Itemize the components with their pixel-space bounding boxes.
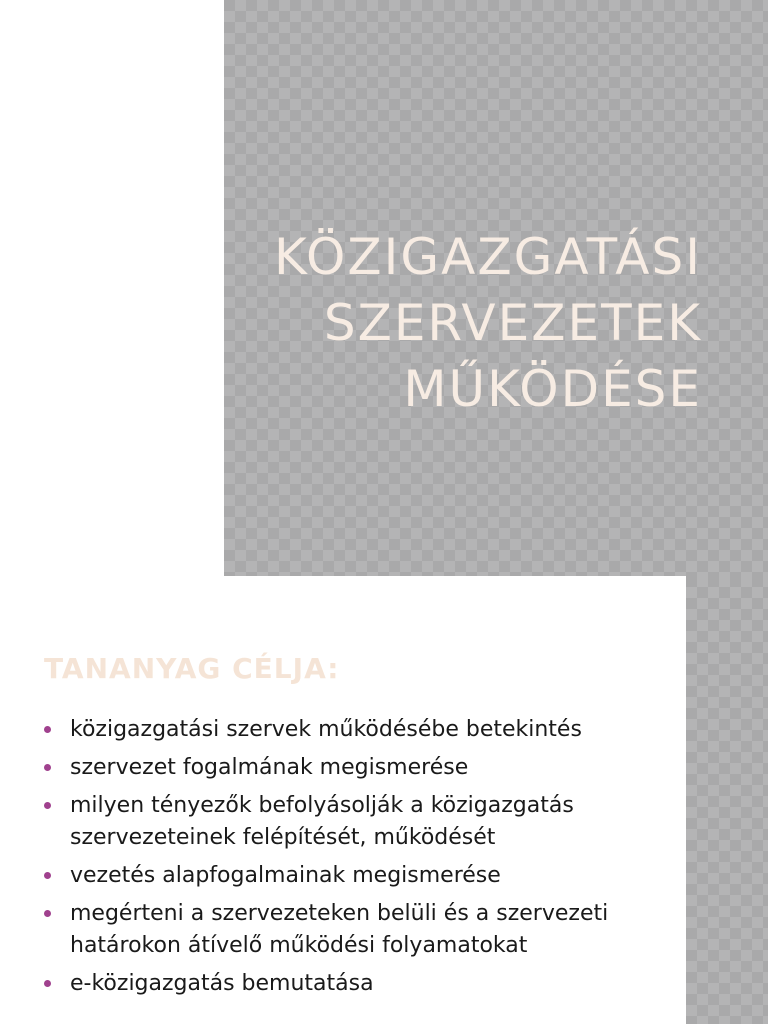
list-item-text: megérteni a szervezeteken belüli és a szervezeti határokon átívelő működési folyamatokat — [70, 901, 609, 958]
list-item-text: vezetés alapfogalmainak megismerése — [70, 863, 501, 888]
list-item — [40, 714, 680, 746]
title-line: SZERVEZETEK — [323, 294, 702, 352]
list-item — [40, 752, 680, 784]
bullet-icon — [44, 726, 51, 733]
background-pattern-right — [686, 576, 768, 1024]
list-item-text: milyen tényezők befolyásolják a közigazgatás szervezeteinek felépítését, működését — [70, 793, 574, 850]
bullet-icon — [44, 764, 51, 771]
bullet-icon — [44, 980, 51, 987]
section-heading: TANANYAG CÉLJA: — [44, 652, 340, 685]
list-item — [40, 790, 680, 854]
bullet-icon — [44, 802, 51, 809]
bullet-icon — [44, 910, 51, 917]
bullet-icon — [44, 872, 51, 879]
title-line: KÖZIGAZGATÁSI — [273, 228, 702, 286]
list-item — [40, 860, 680, 892]
goals-list — [40, 714, 680, 1006]
list-item-text: szervezet fogalmának megismerése — [70, 755, 469, 780]
title-line: MŰKÖDÉSE — [403, 360, 702, 418]
slide-title — [242, 224, 702, 422]
list-item — [40, 968, 680, 1000]
list-item-text: e-közigazgatás bemutatása — [70, 971, 374, 996]
list-item — [40, 898, 680, 962]
list-item-text: közigazgatási szervek működésébe betekintés — [70, 717, 582, 742]
